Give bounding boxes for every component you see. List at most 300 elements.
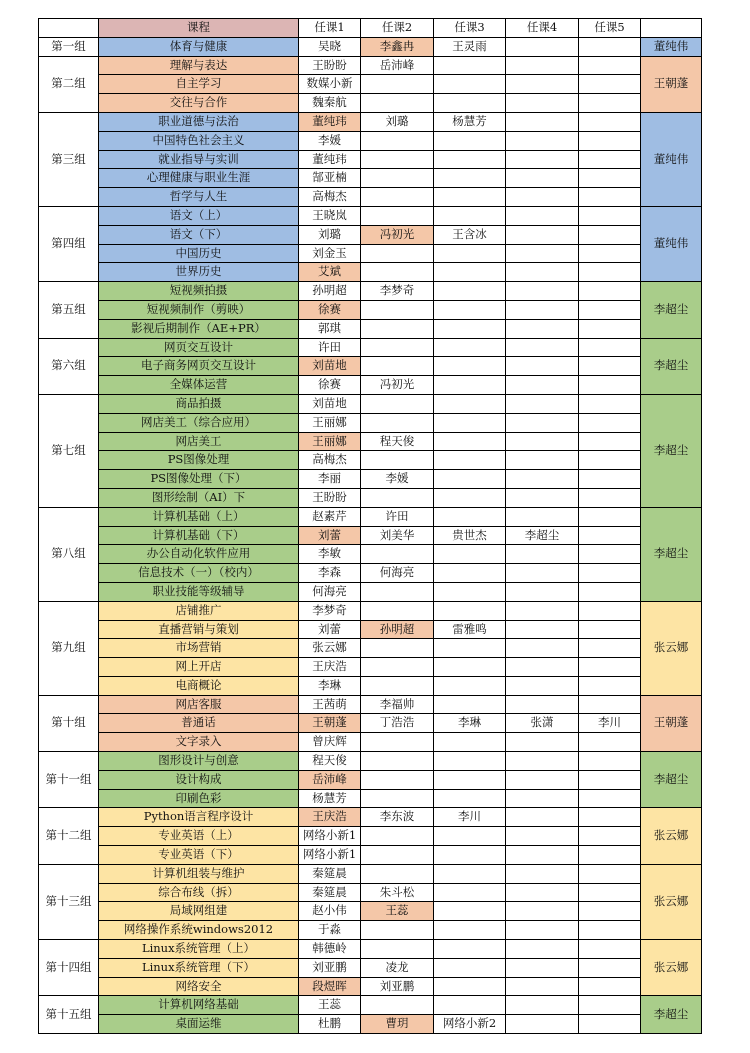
teacher-cell-5: [579, 282, 641, 301]
teacher-cell-1: 王蕊: [299, 996, 361, 1015]
table-row: [39, 394, 702, 413]
group-name-cell: 第十五组: [39, 996, 99, 1034]
course-cell: 语文（下）: [99, 225, 299, 244]
teacher-cell-2: [361, 131, 434, 150]
teacher-cell-5: [579, 432, 641, 451]
teacher-cell-2: [361, 75, 434, 94]
table-body: [39, 19, 702, 1034]
teacher-cell-1: 赵小伟: [299, 902, 361, 921]
teacher-cell-4: [506, 338, 579, 357]
group-name-cell: 第十四组: [39, 940, 99, 996]
teacher-cell-3: 雷雅鸣: [434, 620, 506, 639]
course-assignment-table: [38, 18, 702, 1034]
teacher-cell-4: [506, 357, 579, 376]
teacher-cell-4: [506, 940, 579, 959]
teacher-cell-3: [434, 357, 506, 376]
teacher-cell-5: [579, 376, 641, 395]
header-teacher-1: 任课1: [299, 19, 361, 38]
group-leader-cell: 王朝蓬: [641, 56, 702, 112]
teacher-cell-1: 李琳: [299, 676, 361, 695]
teacher-cell-1: 王朝蓬: [299, 714, 361, 733]
teacher-cell-2: [361, 676, 434, 695]
table-row: [39, 864, 702, 883]
teacher-cell-3: [434, 921, 506, 940]
course-cell: 中国历史: [99, 244, 299, 263]
table-row: [39, 206, 702, 225]
teacher-cell-1: 刘苗地: [299, 394, 361, 413]
course-cell: 网页交互设计: [99, 338, 299, 357]
teacher-cell-3: [434, 376, 506, 395]
teacher-cell-1: 王盼盼: [299, 488, 361, 507]
course-cell: 职业技能等级辅导: [99, 582, 299, 601]
table-row: [39, 827, 702, 846]
group-name-cell: 第五组: [39, 282, 99, 338]
teacher-cell-3: 贵世杰: [434, 526, 506, 545]
course-cell: 心理健康与职业生涯: [99, 169, 299, 188]
teacher-cell-3: [434, 864, 506, 883]
course-cell: 直播营销与策划: [99, 620, 299, 639]
teacher-cell-5: [579, 188, 641, 207]
group-leader-cell: 李超尘: [641, 282, 702, 338]
header-teacher-2: 任课2: [361, 19, 434, 38]
teacher-cell-4: [506, 639, 579, 658]
table-row: [39, 996, 702, 1015]
table-row: [39, 451, 702, 470]
course-cell: 网络操作系统windows2012: [99, 921, 299, 940]
teacher-cell-5: [579, 940, 641, 959]
course-cell: 设计构成: [99, 770, 299, 789]
teacher-cell-5: [579, 921, 641, 940]
teacher-cell-4: [506, 564, 579, 583]
course-cell: 理解与表达: [99, 56, 299, 75]
teacher-cell-2: [361, 733, 434, 752]
course-cell: PS图像处理（下）: [99, 470, 299, 489]
teacher-cell-5: [579, 695, 641, 714]
table-row: [39, 958, 702, 977]
group-name-cell: 第十二组: [39, 808, 99, 864]
course-cell: 电商概论: [99, 676, 299, 695]
course-cell: 商品拍摄: [99, 394, 299, 413]
teacher-cell-2: 王蕊: [361, 902, 434, 921]
group-name-cell: 第三组: [39, 112, 99, 206]
table-row: [39, 940, 702, 959]
group-leader-cell: 张云娜: [641, 808, 702, 864]
teacher-cell-1: 数媒小新: [299, 75, 361, 94]
teacher-cell-3: [434, 131, 506, 150]
teacher-cell-1: 郜亚楠: [299, 169, 361, 188]
teacher-cell-1: 吴晓: [299, 37, 361, 56]
teacher-cell-5: [579, 620, 641, 639]
teacher-cell-1: 李敏: [299, 545, 361, 564]
teacher-cell-2: 刘美华: [361, 526, 434, 545]
teacher-cell-1: 李媛: [299, 131, 361, 150]
teacher-cell-1: 何海亮: [299, 582, 361, 601]
table-row: [39, 658, 702, 677]
teacher-cell-3: [434, 94, 506, 113]
teacher-cell-2: [361, 451, 434, 470]
table-row: [39, 470, 702, 489]
teacher-cell-5: [579, 545, 641, 564]
header-leader: [641, 19, 702, 38]
teacher-cell-5: [579, 206, 641, 225]
teacher-cell-3: 李川: [434, 808, 506, 827]
table-row: [39, 244, 702, 263]
teacher-cell-1: 秦筵晨: [299, 864, 361, 883]
group-name-cell: 第九组: [39, 601, 99, 695]
table-row: [39, 752, 702, 771]
course-cell: 市场营销: [99, 639, 299, 658]
course-cell: 就业指导与实训: [99, 150, 299, 169]
teacher-cell-1: 王盼盼: [299, 56, 361, 75]
teacher-cell-1: 程天俊: [299, 752, 361, 771]
course-cell: 网络安全: [99, 977, 299, 996]
teacher-cell-2: [361, 545, 434, 564]
teacher-cell-2: 李东波: [361, 808, 434, 827]
table-row: [39, 282, 702, 301]
teacher-cell-5: [579, 150, 641, 169]
teacher-cell-4: [506, 169, 579, 188]
teacher-cell-3: [434, 940, 506, 959]
teacher-cell-3: [434, 770, 506, 789]
course-cell: 信息技术（一）（校内）: [99, 564, 299, 583]
teacher-cell-2: 刘璐: [361, 112, 434, 131]
teacher-cell-4: [506, 789, 579, 808]
course-cell: 专业英语（下）: [99, 846, 299, 865]
group-leader-cell: 李超尘: [641, 338, 702, 394]
teacher-cell-1: 董纯玮: [299, 150, 361, 169]
course-cell: 印刷色彩: [99, 789, 299, 808]
teacher-cell-3: [434, 470, 506, 489]
course-cell: 计算机基础（上）: [99, 507, 299, 526]
teacher-cell-5: [579, 507, 641, 526]
course-cell: 网店美工: [99, 432, 299, 451]
course-cell: 体育与健康: [99, 37, 299, 56]
group-name-cell: 第七组: [39, 394, 99, 507]
teacher-cell-2: 孙明超: [361, 620, 434, 639]
teacher-cell-1: 许田: [299, 338, 361, 357]
table-row: [39, 1015, 702, 1034]
table-row: [39, 564, 702, 583]
teacher-cell-4: [506, 601, 579, 620]
teacher-cell-3: 杨慧芳: [434, 112, 506, 131]
teacher-cell-5: [579, 883, 641, 902]
header-course: 课程: [99, 19, 299, 38]
teacher-cell-4: [506, 432, 579, 451]
teacher-cell-5: [579, 244, 641, 263]
teacher-cell-3: [434, 958, 506, 977]
course-cell: 交往与合作: [99, 94, 299, 113]
teacher-cell-3: [434, 601, 506, 620]
teacher-cell-3: [434, 432, 506, 451]
teacher-cell-4: [506, 131, 579, 150]
teacher-cell-4: [506, 846, 579, 865]
teacher-cell-4: [506, 770, 579, 789]
teacher-cell-2: 何海亮: [361, 564, 434, 583]
table-row: [39, 676, 702, 695]
group-name-cell: 第二组: [39, 56, 99, 112]
teacher-cell-5: [579, 977, 641, 996]
teacher-cell-3: [434, 300, 506, 319]
teacher-cell-4: [506, 1015, 579, 1034]
teacher-cell-3: [434, 169, 506, 188]
teacher-cell-1: 董纯玮: [299, 112, 361, 131]
teacher-cell-1: 王晓岚: [299, 206, 361, 225]
teacher-cell-3: [434, 658, 506, 677]
teacher-cell-3: 网络小新2: [434, 1015, 506, 1034]
teacher-cell-4: [506, 977, 579, 996]
teacher-cell-3: [434, 902, 506, 921]
group-leader-cell: 李超尘: [641, 507, 702, 601]
teacher-cell-3: [434, 507, 506, 526]
teacher-cell-1: 高梅杰: [299, 451, 361, 470]
course-cell: 计算机网络基础: [99, 996, 299, 1015]
table-row: [39, 770, 702, 789]
teacher-cell-4: [506, 827, 579, 846]
teacher-cell-1: 刘金玉: [299, 244, 361, 263]
teacher-cell-1: 徐赛: [299, 376, 361, 395]
teacher-cell-4: [506, 545, 579, 564]
teacher-cell-1: 李森: [299, 564, 361, 583]
teacher-cell-5: [579, 658, 641, 677]
teacher-cell-5: [579, 169, 641, 188]
teacher-cell-4: [506, 188, 579, 207]
group-name-cell: 第十组: [39, 695, 99, 751]
teacher-cell-1: 李丽: [299, 470, 361, 489]
teacher-cell-3: [434, 883, 506, 902]
teacher-cell-1: 李梦奇: [299, 601, 361, 620]
course-cell: 影视后期制作（AE+PR）: [99, 319, 299, 338]
teacher-cell-4: [506, 56, 579, 75]
teacher-cell-2: [361, 357, 434, 376]
teacher-cell-4: [506, 921, 579, 940]
teacher-cell-3: [434, 582, 506, 601]
group-name-cell: 第八组: [39, 507, 99, 601]
group-leader-cell: 张云娜: [641, 940, 702, 996]
teacher-cell-3: [434, 150, 506, 169]
teacher-cell-1: 秦筵晨: [299, 883, 361, 902]
table-row: [39, 225, 702, 244]
teacher-cell-2: [361, 263, 434, 282]
teacher-cell-2: [361, 921, 434, 940]
teacher-cell-4: [506, 582, 579, 601]
group-name-cell: 第十一组: [39, 752, 99, 808]
teacher-cell-2: 刘亚鹏: [361, 977, 434, 996]
table-row: [39, 601, 702, 620]
teacher-cell-5: [579, 846, 641, 865]
teacher-cell-1: 高梅杰: [299, 188, 361, 207]
course-cell: 短视频制作（剪映）: [99, 300, 299, 319]
teacher-cell-3: [434, 996, 506, 1015]
teacher-cell-5: [579, 413, 641, 432]
teacher-cell-3: [434, 75, 506, 94]
teacher-cell-2: [361, 846, 434, 865]
teacher-cell-5: [579, 733, 641, 752]
course-cell: 中国特色社会主义: [99, 131, 299, 150]
course-cell: 专业英语（上）: [99, 827, 299, 846]
teacher-cell-4: [506, 37, 579, 56]
teacher-cell-4: [506, 376, 579, 395]
table-row: [39, 150, 702, 169]
teacher-cell-3: [434, 488, 506, 507]
teacher-cell-4: [506, 394, 579, 413]
teacher-cell-5: [579, 225, 641, 244]
teacher-cell-1: 刘亚鹏: [299, 958, 361, 977]
teacher-cell-2: [361, 206, 434, 225]
teacher-cell-2: 许田: [361, 507, 434, 526]
teacher-cell-4: [506, 883, 579, 902]
teacher-cell-1: 王茜萌: [299, 695, 361, 714]
teacher-cell-5: [579, 94, 641, 113]
teacher-cell-1: 王丽娜: [299, 432, 361, 451]
course-cell: 局域网组建: [99, 902, 299, 921]
teacher-cell-1: 张云娜: [299, 639, 361, 658]
teacher-cell-3: [434, 451, 506, 470]
group-name-cell: 第十三组: [39, 864, 99, 939]
course-cell: 文字录入: [99, 733, 299, 752]
teacher-cell-5: [579, 639, 641, 658]
table-row: [39, 131, 702, 150]
teacher-cell-3: [434, 789, 506, 808]
teacher-cell-4: [506, 282, 579, 301]
teacher-cell-3: [434, 639, 506, 658]
group-leader-cell: 董纯伟: [641, 206, 702, 281]
table-row: [39, 188, 702, 207]
teacher-cell-3: [434, 977, 506, 996]
teacher-cell-1: 王庆浩: [299, 808, 361, 827]
table-row: [39, 300, 702, 319]
teacher-cell-4: [506, 996, 579, 1015]
teacher-cell-1: 郭琪: [299, 319, 361, 338]
teacher-cell-2: [361, 789, 434, 808]
teacher-cell-3: [434, 188, 506, 207]
course-cell: 店铺推广: [99, 601, 299, 620]
teacher-cell-3: [434, 56, 506, 75]
table-row: [39, 526, 702, 545]
header-teacher-5: 任课5: [579, 19, 641, 38]
teacher-cell-5: [579, 564, 641, 583]
teacher-cell-4: [506, 620, 579, 639]
teacher-cell-3: [434, 846, 506, 865]
group-leader-cell: 王朝蓬: [641, 695, 702, 751]
table-row: [39, 582, 702, 601]
teacher-cell-4: [506, 225, 579, 244]
teacher-cell-4: [506, 958, 579, 977]
group-leader-cell: 董纯伟: [641, 37, 702, 56]
teacher-cell-4: [506, 319, 579, 338]
teacher-cell-4: [506, 676, 579, 695]
teacher-cell-2: [361, 188, 434, 207]
table-row: [39, 37, 702, 56]
teacher-cell-5: [579, 131, 641, 150]
teacher-cell-3: [434, 413, 506, 432]
course-cell: 图形绘制（AI）下: [99, 488, 299, 507]
table-row: [39, 488, 702, 507]
teacher-cell-4: [506, 112, 579, 131]
teacher-cell-5: [579, 263, 641, 282]
teacher-cell-3: [434, 827, 506, 846]
teacher-cell-1: 刘璐: [299, 225, 361, 244]
course-cell: Linux系统管理（上）: [99, 940, 299, 959]
header-teacher-3: 任课3: [434, 19, 506, 38]
teacher-cell-4: [506, 902, 579, 921]
teacher-cell-4: [506, 263, 579, 282]
table-row: [39, 883, 702, 902]
table-row: [39, 507, 702, 526]
teacher-cell-2: 岳沛峰: [361, 56, 434, 75]
course-cell: 普通话: [99, 714, 299, 733]
table-row: [39, 808, 702, 827]
teacher-cell-3: [434, 695, 506, 714]
teacher-cell-4: [506, 75, 579, 94]
group-leader-cell: 李超尘: [641, 752, 702, 808]
table-row: [39, 112, 702, 131]
teacher-cell-1: 杨慧芳: [299, 789, 361, 808]
teacher-cell-4: [506, 695, 579, 714]
teacher-cell-2: [361, 244, 434, 263]
teacher-cell-3: 王灵雨: [434, 37, 506, 56]
teacher-cell-5: [579, 958, 641, 977]
table-row: [39, 714, 702, 733]
group-name-cell: 第一组: [39, 37, 99, 56]
group-name-cell: 第六组: [39, 338, 99, 394]
table-row: [39, 357, 702, 376]
teacher-cell-2: [361, 488, 434, 507]
header-row: [39, 19, 702, 38]
table-row: [39, 695, 702, 714]
teacher-cell-2: 程天俊: [361, 432, 434, 451]
teacher-cell-4: [506, 413, 579, 432]
teacher-cell-5: [579, 394, 641, 413]
teacher-cell-2: [361, 338, 434, 357]
teacher-cell-2: [361, 319, 434, 338]
teacher-cell-4: [506, 733, 579, 752]
teacher-cell-4: [506, 300, 579, 319]
table-row: [39, 545, 702, 564]
teacher-cell-5: [579, 996, 641, 1015]
teacher-cell-5: [579, 864, 641, 883]
teacher-cell-4: 张潇: [506, 714, 579, 733]
course-cell: 计算机基础（下）: [99, 526, 299, 545]
teacher-cell-2: [361, 752, 434, 771]
teacher-cell-5: [579, 319, 641, 338]
teacher-cell-3: [434, 394, 506, 413]
teacher-cell-5: [579, 1015, 641, 1034]
teacher-cell-5: [579, 75, 641, 94]
teacher-cell-4: [506, 752, 579, 771]
table-row: [39, 733, 702, 752]
table-row: [39, 620, 702, 639]
table-row: [39, 319, 702, 338]
table-row: [39, 376, 702, 395]
group-leader-cell: 李超尘: [641, 394, 702, 507]
teacher-cell-3: 王含冰: [434, 225, 506, 244]
teacher-cell-1: 韩德岭: [299, 940, 361, 959]
table-row: [39, 432, 702, 451]
course-cell: 网店客服: [99, 695, 299, 714]
teacher-cell-2: 冯初光: [361, 376, 434, 395]
teacher-cell-2: [361, 940, 434, 959]
teacher-cell-2: [361, 601, 434, 620]
course-cell: 图形设计与创意: [99, 752, 299, 771]
course-cell: 语文（上）: [99, 206, 299, 225]
teacher-cell-3: [434, 263, 506, 282]
table-row: [39, 263, 702, 282]
teacher-cell-2: [361, 864, 434, 883]
course-cell: 全媒体运营: [99, 376, 299, 395]
teacher-cell-1: 王庆浩: [299, 658, 361, 677]
course-cell: Linux系统管理（下）: [99, 958, 299, 977]
teacher-cell-3: [434, 676, 506, 695]
